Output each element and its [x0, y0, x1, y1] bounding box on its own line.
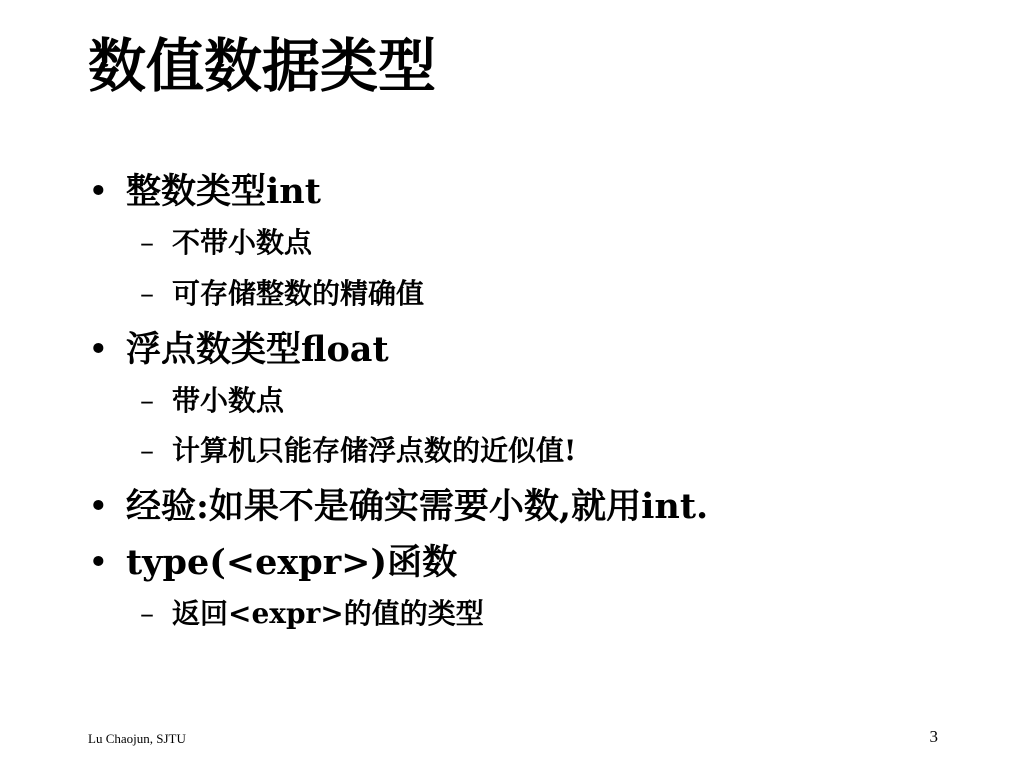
sub-text: 可存储整数的精确值	[172, 277, 425, 310]
sub-item	[140, 383, 284, 419]
bullet-item-type-function	[88, 541, 457, 585]
dash-icon: –	[140, 277, 154, 310]
bullet-text: 经验:如果不是确实需要小数,就用int.	[126, 486, 709, 527]
bullet-dot-icon: •	[88, 543, 109, 583]
dash-icon: –	[140, 384, 154, 417]
dash-icon: –	[140, 434, 154, 467]
page-number: 3	[929, 727, 938, 746]
sub-text: 计算机只能存储浮点数的近似值!	[172, 434, 577, 467]
sub-item	[140, 596, 484, 632]
bullet-dot-icon: •	[88, 330, 109, 370]
bullet-text: type(<expr>)函数	[126, 542, 458, 583]
sub-item	[140, 225, 312, 261]
bullet-item-int	[88, 170, 321, 214]
bullet-item-experience	[88, 485, 708, 529]
sub-item	[140, 433, 576, 469]
sub-text: 不带小数点	[172, 226, 313, 259]
bullet-dot-icon: •	[88, 172, 109, 212]
sub-item	[140, 276, 424, 312]
slide-title: 数值数据类型	[88, 32, 437, 100]
dash-icon: –	[140, 226, 154, 259]
bullet-dot-icon: •	[88, 487, 109, 527]
sub-text: 返回<expr>的值的类型	[172, 597, 484, 630]
bullet-text: 浮点数类型float	[126, 329, 389, 370]
dash-icon: –	[140, 597, 154, 630]
bullet-item-float	[88, 328, 389, 372]
sub-text: 带小数点	[172, 384, 285, 417]
bullet-text: 整数类型int	[126, 171, 321, 212]
footer-author: Lu Chaojun, SJTU	[88, 731, 186, 746]
